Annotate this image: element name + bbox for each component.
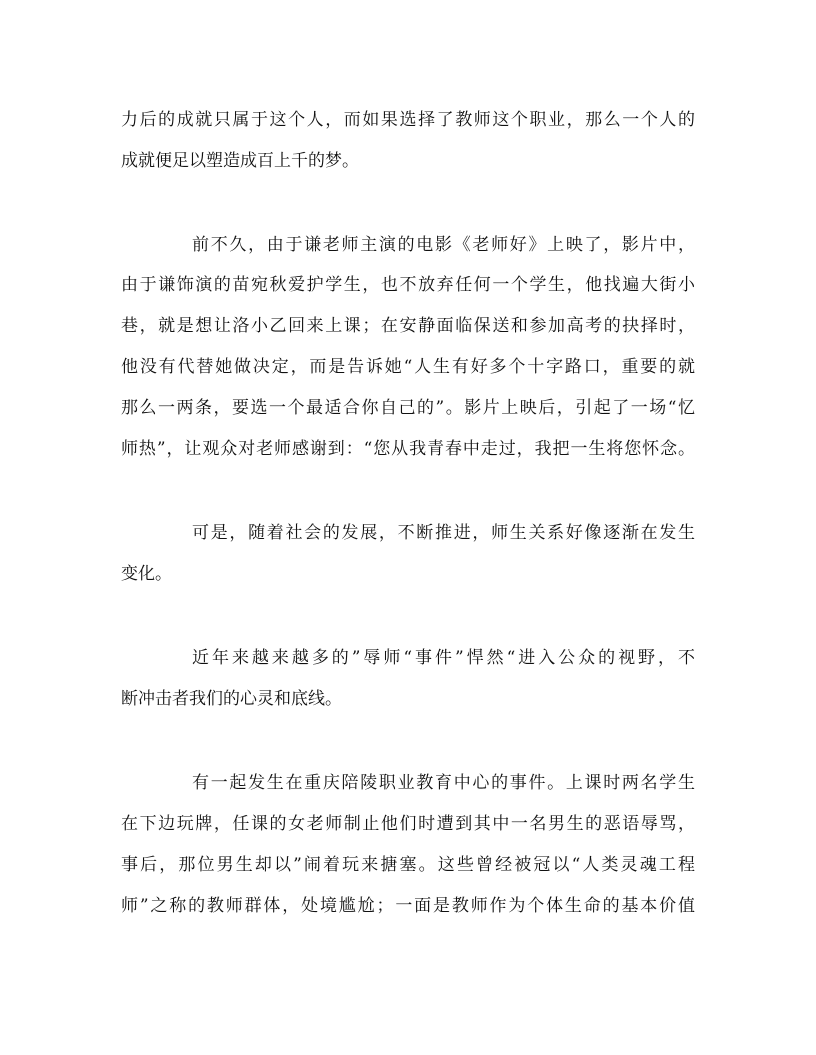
text-line: 力后的成就只属于这个人，而如果选择了教师这个职业，那么一个人的	[121, 110, 695, 130]
text-line: 那么一两条，要选一个最适合你自己的”。影片上映后，引起了一场“忆	[121, 398, 695, 418]
text-line: 前不久，由于谦老师主演的电影《老师好》上映了，影片中，	[192, 235, 695, 255]
text-line: 他没有代替她做决定，而是告诉她“人生有好多个十字路口，重要的就	[121, 357, 695, 377]
text-line: 巷，就是想让洛小乙回来上课；在安静面临保送和参加高考的抉择时，	[121, 316, 695, 336]
text-line: 变化。	[121, 564, 172, 584]
text-line: 事后，那位男生却以”闹着玩来搪塞。这些曾经被冠以“人类灵魂工程	[121, 855, 695, 875]
text-line: 有一起发生在重庆陪陵职业教育中心的事件。上课时两名学生	[192, 773, 695, 793]
text-line: 师”之称的教师群体，处境尴尬；一面是教师作为个体生命的基本价值	[121, 896, 695, 916]
text-line: 成就便足以塑造成百上千的梦。	[121, 151, 359, 171]
text-line: 师热”，让观众对老师感谢到：“您从我青春中走过，我把一生将您怀念。	[121, 439, 695, 459]
text-line: 由于谦饰演的苗宛秋爱护学生，也不放弃任何一个学生，他找遍大街小	[121, 275, 695, 295]
text-line: 可是，随着社会的发展，不断推进，师生关系好像逐渐在发生	[192, 523, 695, 543]
text-line: 断冲击者我们的心灵和底线。	[121, 689, 342, 709]
text-line: 在下边玩牌，任课的女老师制止他们时遭到其中一名男生的恶语辱骂，	[121, 814, 695, 834]
text-line: 近年来越来越多的”辱师“事件”悍然“进入公众的视野，不	[192, 648, 695, 668]
